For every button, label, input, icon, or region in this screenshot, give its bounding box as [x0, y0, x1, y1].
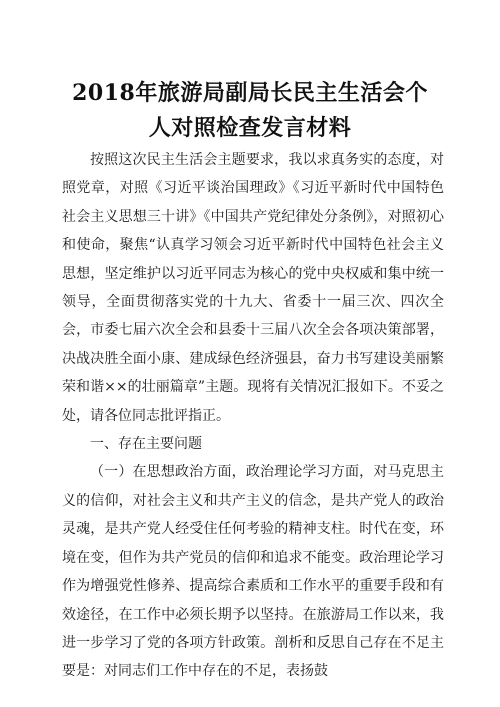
document-title-line-1: 2018年旅游局副局长民主生活会个 [72, 80, 428, 106]
document-title-line-2: 人对照检查发言材料 [148, 115, 352, 141]
paragraph-ideology-politics: （一）在思想政治方面，政治理论学习方面，对马克思主义的信仰，对社会主义和共产主义的信念，是共产党人的政治灵魂，是共产党人经受住任何考验的精神支柱。时代在变，环境在变，但作为共产党员的信仰和追求不能变。政治理论学习作为增强党性修养、提高综合素质和工作水平的重要手段和有效途径，在工作中必须长期予以坚持。在旅游局工作以来，我进一步学习了党的各项方针政策。剖析和反思自己存在不足主要是：对同志们工作中存在的不足，表扬鼓 [62, 464, 444, 680]
paragraph-intro: 按照这次民主生活会主题要求，我以求真务实的态度，对照党章，对照《习近平谈治国理政》《习近平新时代中国特色社会主义思想三十讲》《中国共产党纪律处分条例》，对照初心和使命，聚焦“认真学习领会习近平新时代中国特色社会主义思想，坚定维护以习近平同志为核心的党中央权威和集中统一领导，全面贯彻落实党的十九大、省委十一届三次、四次全会，市委七届六次全会和县委十三届八次全会各项决策部署，决战决胜全面小康、建成绿色经济强县，奋力书写建设美丽繁荣和谐××的壮丽篇章”主题。现将有关情况汇报如下。不妥之处，请各位同志批评指正。 [62, 152, 444, 424]
document-body [62, 146, 444, 686]
section-heading-problems: 一、存在主要问题 [90, 436, 202, 453]
